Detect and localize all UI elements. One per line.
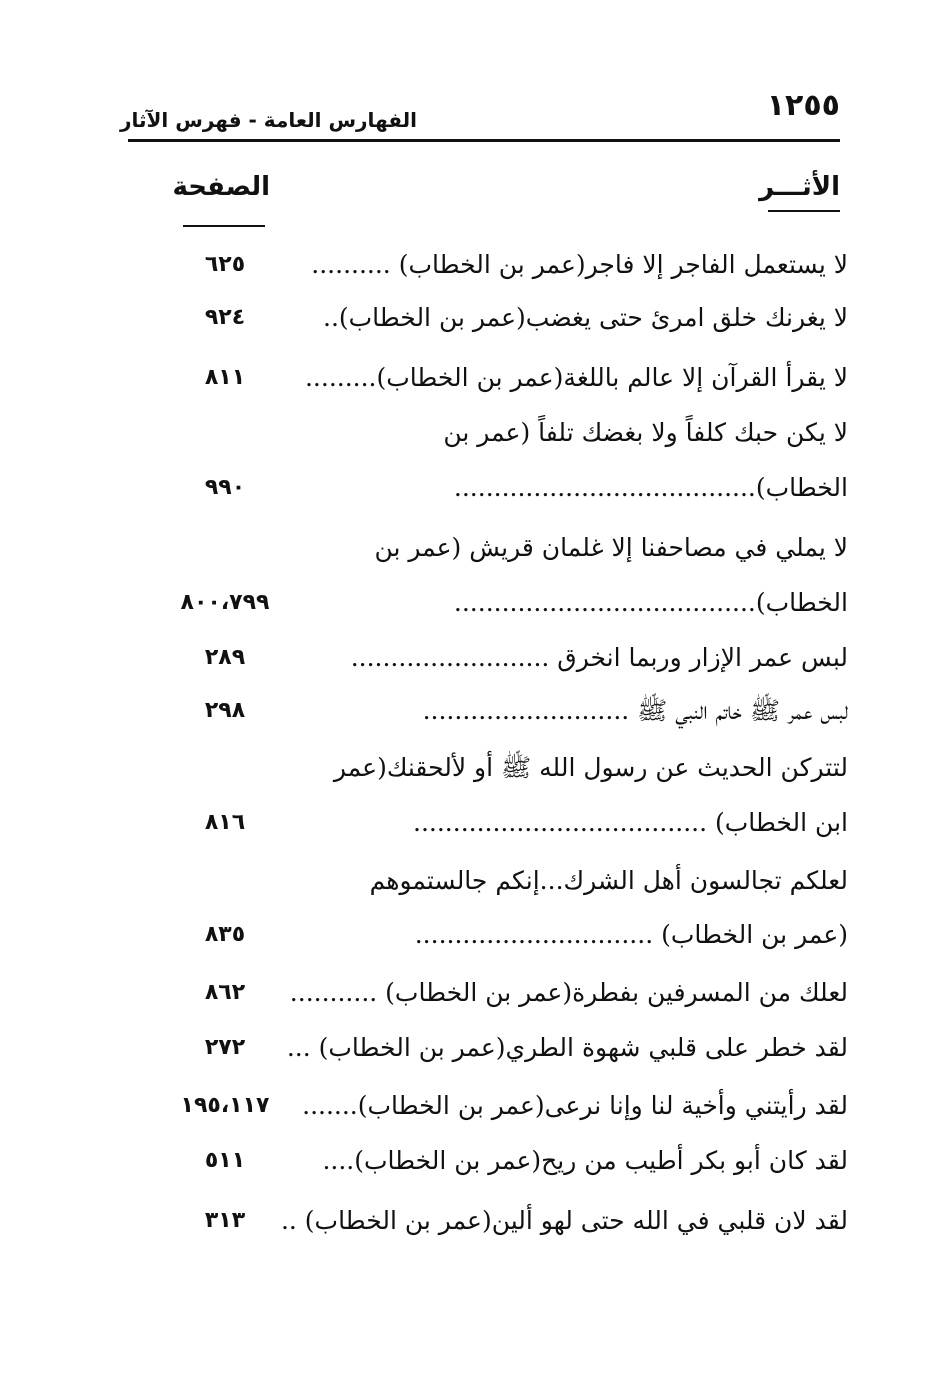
- entry-page-number: ٢٧٢: [204, 1035, 246, 1060]
- entry-text: لقد خطر على قلبي شهوة الطري(عمر بن الخطاب) ...: [286, 1033, 848, 1062]
- entry-text: لا يستعمل الفاجر إلا فاجر(عمر بن الخطاب) ..........: [311, 250, 848, 279]
- entry-text: لا يغرنك خلق امرئ حتى يغضب(عمر بن الخطاب)..: [323, 303, 848, 332]
- column-heading-page: الصفحة: [172, 172, 270, 202]
- entry-page-number: ٨٠٠،٧٩٩: [180, 590, 270, 615]
- column-heading-page-underline: [183, 225, 265, 227]
- entry-page-number: ٥١١: [204, 1148, 246, 1173]
- entry-page-number: ٨١١: [204, 365, 246, 390]
- entry-text: ابن الخطاب) .....................................: [413, 808, 848, 837]
- column-heading-athar-underline: [768, 210, 840, 212]
- entry-text: لعلكم تجالسون أهل الشرك...إنكم جالستموهم: [369, 866, 848, 895]
- entry-page-number: ٢٨٩: [204, 645, 246, 670]
- header-rule: [128, 139, 840, 142]
- entry-text: لقد رأيتني وأخية لنا وإنا نرعى(عمر بن الخطاب).......: [302, 1091, 848, 1120]
- entry-text: لا يقرأ القرآن إلا عالم باللغة(عمر بن الخطاب).........: [304, 363, 848, 392]
- entry-page-number: ٨١٦: [204, 810, 246, 835]
- column-heading-athar: الأثـــر: [759, 172, 840, 202]
- entry-text: لتتركن الحديث عن رسول الله ﷺ أو لألحقنك(عمر: [333, 753, 848, 782]
- entry-text: (عمر بن الخطاب) ..............................: [414, 920, 848, 949]
- entry-text: لبس عمر الإزار وربما انخرق .........................: [350, 643, 848, 672]
- entry-page-number: ٣١٣: [204, 1208, 246, 1233]
- entry-text: الخطاب)......................................: [453, 473, 848, 502]
- entry-page-number: ٢٩٨: [204, 698, 246, 723]
- entry-page-number: ٨٦٢: [204, 980, 246, 1005]
- entry-text: لبس عمر ﷺ خاتم النبي ﷺ ..........................: [422, 696, 848, 725]
- entry-page-number: ٦٢٥: [204, 252, 246, 277]
- entry-text: لقد كان أبو بكر أطيب من ريح(عمر بن الخطاب)....: [322, 1146, 848, 1175]
- entry-text: الخطاب)......................................: [453, 588, 848, 617]
- page-number: ١٢٥٥: [766, 88, 840, 123]
- entry-page-number: ١٩٥،١١٧: [180, 1093, 270, 1118]
- entry-page-number: ٩٢٤: [204, 305, 246, 330]
- entry-page-number: ٩٩٠: [204, 475, 246, 500]
- entry-text: لعلك من المسرفين بفطرة(عمر بن الخطاب) ...........: [289, 978, 848, 1007]
- entry-text: لا يكن حبك كلفاً ولا بغضك تلفاً (عمر بن: [443, 418, 848, 447]
- entry-page-number: ٨٣٥: [204, 922, 246, 947]
- entry-text: لا يملي في مصاحفنا إلا غلمان قريش (عمر بن: [374, 533, 848, 562]
- running-header-title: الفهارس العامة - فهرس الآثار: [120, 108, 418, 132]
- entry-text: لقد لان قلبي في الله حتى لهو ألين(عمر بن الخطاب) ..: [280, 1206, 848, 1235]
